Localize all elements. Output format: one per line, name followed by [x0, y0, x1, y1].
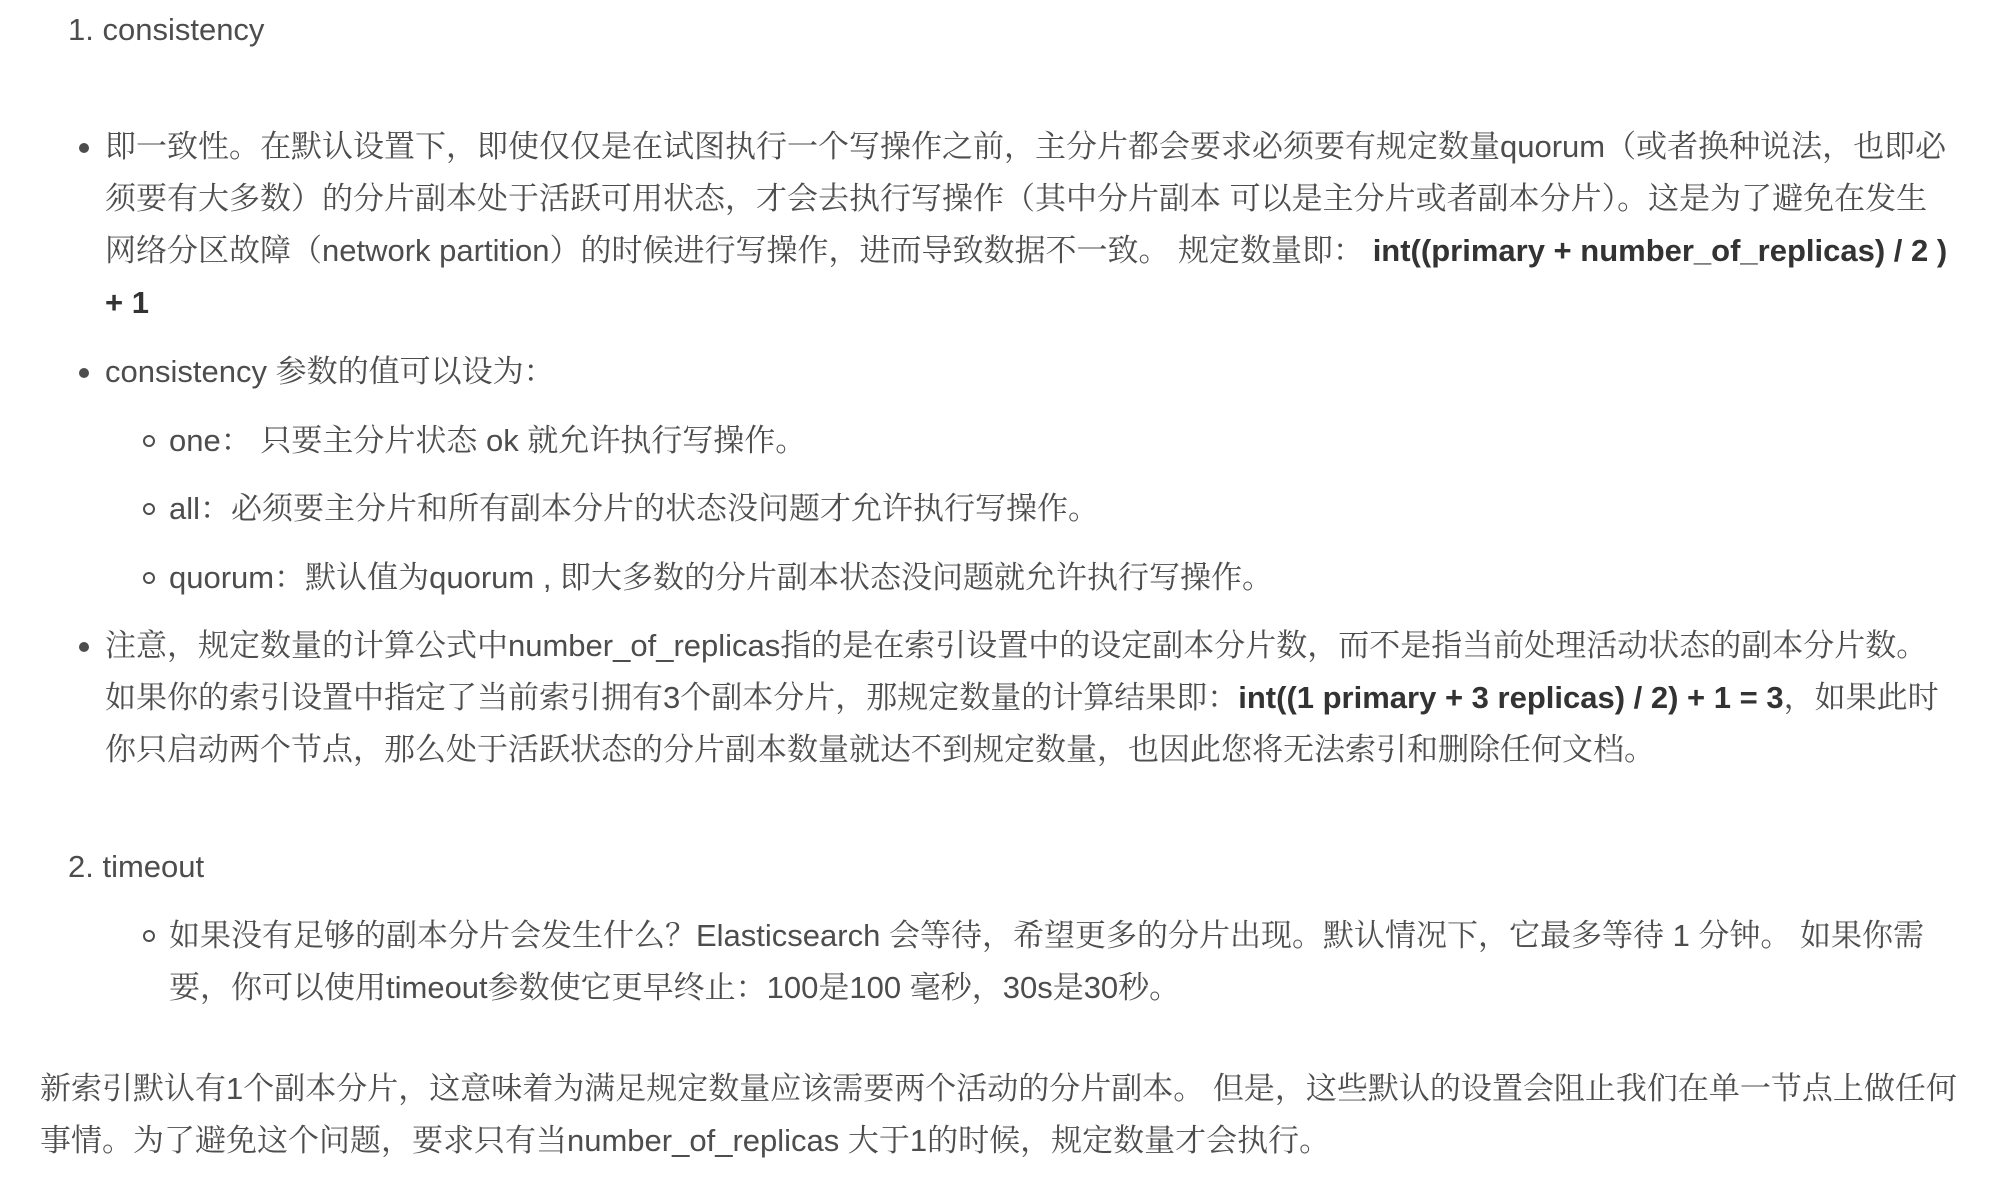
- consistency-values-text: consistency 参数的值可以设为：: [105, 354, 555, 389]
- quorum-formula: int((primary + number_of_replicas) / 2 ) + 1: [105, 233, 1948, 320]
- sub-item-all-text: all：必须要主分片和所有副本分片的状态没问题才允许执行写操作。: [169, 491, 1100, 526]
- consistency-definition-text: 即一致性。在默认设置下，即使仅仅是在试图执行一个写操作之前，主分片都会要求必须要有规定数量quorum（或者换种说法，也即必须要有大多数）的分片副本处于活跃可用状态，才会去执行写操作（其中分片副本 可以是主分片或者副本分片）。这是为了避免在发生网络分区故障（network partition）的时候进行写操作，进而导致数据不一致。 规定数量即：: [105, 129, 1947, 268]
- list-item-quorum-note: [105, 620, 1955, 776]
- timeout-text: 如果没有足够的副本分片会发生什么？Elasticsearch 会等待，希望更多的分片出现。默认情况下，它最多等待 1 分钟。 如果你需要，你可以使用timeout参数使它更早终止：100是100 毫秒，30s是30秒。: [169, 918, 1925, 1005]
- quorum-note-text-a: 注意，规定数量的计算公式中number_of_replicas指的是在索引设置中的设定副本分片数，而不是指当前处理活动状态的副本分片数。如果你的索引设置中指定了当前索引拥有3个副本分片，那规定数量的计算结果即：: [105, 628, 1928, 715]
- closing-paragraph: [40, 1063, 1970, 1167]
- sub-item-all: [169, 483, 1959, 535]
- sub-item-one: [169, 415, 1959, 467]
- timeout-heading: 2. timeout: [68, 849, 205, 884]
- sub-item-quorum: [169, 552, 1959, 604]
- list-item-consistency-values: [105, 346, 1955, 398]
- sub-item-timeout: [169, 910, 1959, 1014]
- list-item-consistency-definition: [105, 121, 1955, 329]
- quorum-example-formula: int((1 primary + 3 replicas) / 2) + 1 = 3: [1238, 680, 1784, 715]
- consistency-heading: 1. consistency: [68, 12, 265, 47]
- sub-item-quorum-text: quorum：默认值为quorum , 即大多数的分片副本状态没问题就允许执行写操作。: [169, 560, 1274, 595]
- quorum-note-text-b: ，如果此时你只启动两个节点，那么处于活跃状态的分片副本数量就达不到规定数量，也因此您将无法索引和删除任何文档。: [105, 680, 1939, 767]
- sub-item-one-text: one： 只要主分片状态 ok 就允许执行写操作。: [169, 423, 807, 458]
- closing-paragraph-text: 新索引默认有1个副本分片，这意味着为满足规定数量应该需要两个活动的分片副本。 但是，这些默认的设置会阻止我们在单一节点上做任何事情。为了避免这个问题，要求只有当number_of_replicas 大于1的时候，规定数量才会执行。: [40, 1071, 1957, 1158]
